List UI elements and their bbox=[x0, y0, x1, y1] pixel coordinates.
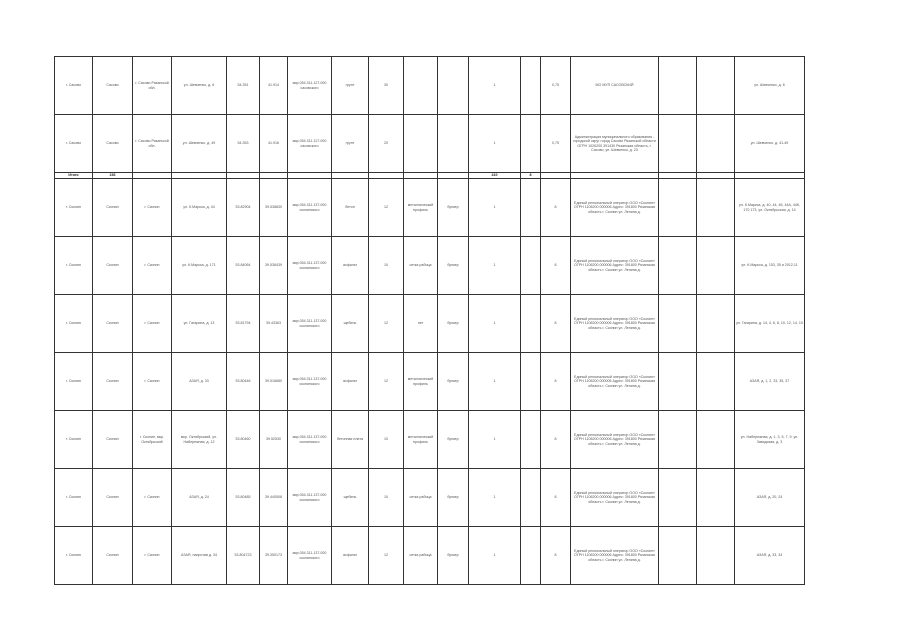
table-cell: щебень bbox=[332, 469, 369, 527]
table-cell: 410 bbox=[469, 173, 521, 179]
table-row bbox=[55, 179, 805, 237]
table-cell: Администрация муниципального образования - городской округ город Сасово Рязанской области ОГРН 1026200 391430 Рязанская область, г. Сасово, ул. Шевченко, д. 23 bbox=[571, 115, 659, 173]
table-cell: 41.916 bbox=[260, 115, 288, 173]
table-cell bbox=[659, 353, 697, 411]
table-cell: мкр.054.311.137.000 скопинского bbox=[288, 527, 332, 585]
table-row bbox=[55, 115, 805, 173]
table-cell: Скопин bbox=[93, 411, 133, 469]
table-row bbox=[55, 353, 805, 411]
table-cell: г. Скопин, мкр. Октябрьский bbox=[133, 411, 172, 469]
table-cell: грунт bbox=[332, 57, 369, 115]
table-cell: 54.351 bbox=[227, 57, 260, 115]
table-cell: г. Сасово bbox=[55, 57, 93, 115]
table-cell: 10 bbox=[369, 411, 404, 469]
table-cell: Скопин bbox=[93, 295, 133, 353]
table-cell: ул. К.Маркса, д. 153, 35 и 2012,11 bbox=[735, 237, 805, 295]
table-cell: 8 bbox=[541, 179, 571, 237]
table-cell: Сасово bbox=[93, 57, 133, 115]
table-cell: 39.538439 bbox=[260, 237, 288, 295]
table-cell: г. Скопин bbox=[55, 469, 93, 527]
table-cell: ул. К.Маркса, д. 40, 44, 46, 44А, 44К, 170 173, ул. Октябрьская, д. 14 bbox=[735, 179, 805, 237]
table-cell: сетка рабица bbox=[404, 237, 438, 295]
table-cell bbox=[697, 115, 735, 173]
table-cell: 8 bbox=[541, 295, 571, 353]
table-cell: мкр.054.311.137.000 скопинского bbox=[288, 353, 332, 411]
table-cell: бетонная плита bbox=[332, 411, 369, 469]
table-cell bbox=[659, 411, 697, 469]
table-cell bbox=[521, 527, 541, 585]
table-cell: Единый региональный оператор ООО «Скопин» ОГРН 1106200 000006 Адрес: 391800 Рязанская область г. Скопин ул. Ленина д. bbox=[571, 179, 659, 237]
table-cell: 8 bbox=[521, 173, 541, 179]
table-cell: 39.538830 bbox=[260, 179, 288, 237]
table-cell: 30 bbox=[369, 57, 404, 115]
table-cell: 236 bbox=[93, 173, 133, 179]
table-cell bbox=[521, 411, 541, 469]
table-cell bbox=[697, 179, 735, 237]
table-cell: 20 bbox=[369, 115, 404, 173]
table-cell bbox=[697, 57, 735, 115]
table-cell: Единый региональный оператор ООО «Скопин» ОГРН 1106200 000006 Адрес: 391800 Рязанская область г. Скопин ул. Ленина д. bbox=[571, 237, 659, 295]
table-cell bbox=[659, 57, 697, 115]
table-cell: 53.81794 bbox=[227, 295, 260, 353]
table-cell: г. Скопин bbox=[55, 179, 93, 237]
table-cell: 53.82904 bbox=[227, 179, 260, 237]
table-cell: г. Скопин bbox=[55, 527, 93, 585]
table-cell: Скопин bbox=[93, 179, 133, 237]
table-cell bbox=[404, 57, 438, 115]
table-cell: металлический профиль bbox=[404, 411, 438, 469]
table-cell: 10 bbox=[369, 237, 404, 295]
table-cell: Скопин bbox=[93, 469, 133, 527]
table-cell bbox=[521, 57, 541, 115]
table-cell: 8 bbox=[541, 237, 571, 295]
table-cell: г. Скопин bbox=[55, 411, 93, 469]
table-cell bbox=[659, 179, 697, 237]
table-cell: сетка рабица bbox=[404, 469, 438, 527]
table-cell: 1 bbox=[469, 527, 521, 585]
table-cell: Скопин bbox=[93, 353, 133, 411]
table-cell: 1 bbox=[469, 179, 521, 237]
table-cell: 53.80485 bbox=[227, 469, 260, 527]
table-cell bbox=[521, 353, 541, 411]
table-cell: 12 bbox=[369, 295, 404, 353]
table-cell: 10 bbox=[369, 469, 404, 527]
table-cell: Единый региональный оператор ООО «Скопин» ОГРН 1106200 000006 Адрес: 391800 Рязанская область г. Скопин ул. Ленина д. bbox=[571, 353, 659, 411]
table-cell: 39.52530 bbox=[260, 411, 288, 469]
table-cell bbox=[404, 115, 438, 173]
table-cell: 1 bbox=[469, 57, 521, 115]
table-cell: 1 bbox=[469, 411, 521, 469]
table-row bbox=[55, 57, 805, 115]
table-cell: мкр. Октябрьский, ул. Набережная, д. 12 bbox=[172, 411, 227, 469]
table-cell: металлический профиль bbox=[404, 353, 438, 411]
table-cell: 41.914 bbox=[260, 57, 288, 115]
table-cell: 1 bbox=[469, 353, 521, 411]
table-cell: АЗАЯ, д. 33, 34 bbox=[735, 527, 805, 585]
table-cell: бункер bbox=[438, 237, 469, 295]
table-cell: 12 bbox=[369, 353, 404, 411]
table-cell: г. Скопин bbox=[133, 295, 172, 353]
table-cell: 1 bbox=[469, 115, 521, 173]
table-cell: сетка рабица bbox=[404, 527, 438, 585]
table-cell bbox=[659, 115, 697, 173]
table-cell: Скопин bbox=[93, 527, 133, 585]
table-cell: мкр.054.311.137.000 скопинского bbox=[288, 469, 332, 527]
table-cell: 12 bbox=[369, 527, 404, 585]
register-table bbox=[54, 56, 805, 585]
table-cell bbox=[521, 469, 541, 527]
table-cell: мкр.054.311.137.000 скопинского bbox=[288, 179, 332, 237]
table-cell: Единый региональный оператор ООО «Скопин» ОГРН 1106200 000006 Адрес: 391800 Рязанская область г. Скопин ул. Ленина д. bbox=[571, 411, 659, 469]
table-cell: 1 bbox=[469, 295, 521, 353]
table-cell: АЗАЯ, д. 1, 2, 33, 35, 37 bbox=[735, 353, 805, 411]
table-cell bbox=[521, 115, 541, 173]
table-cell: 0,75 bbox=[541, 115, 571, 173]
table-cell: г. Скопин bbox=[133, 527, 172, 585]
table-cell bbox=[659, 469, 697, 527]
table-cell bbox=[697, 353, 735, 411]
table-cell: бункер bbox=[438, 179, 469, 237]
table-cell: мкр.054.311.127.000 сасовского bbox=[288, 115, 332, 173]
table-cell: 8 bbox=[541, 527, 571, 585]
table-cell: Итого bbox=[55, 173, 93, 179]
table-cell: г. Скопин bbox=[133, 469, 172, 527]
table-cell: Единый региональный оператор ООО «Скопин» ОГРН 1106200 000006 Адрес: 391800 Рязанская область г. Скопин ул. Ленина д. bbox=[571, 527, 659, 585]
table-cell: 1 bbox=[469, 469, 521, 527]
table-cell bbox=[659, 527, 697, 585]
table-row bbox=[55, 411, 805, 469]
table-cell: АЗАЯ, напротив д. 34 bbox=[172, 527, 227, 585]
table-cell bbox=[697, 295, 735, 353]
table-cell: г. Скопин bbox=[133, 353, 172, 411]
table-row bbox=[55, 469, 805, 527]
table-cell: г. Сасово Рязанской обл. bbox=[133, 115, 172, 173]
table-cell: асфальт bbox=[332, 527, 369, 585]
table-cell: ул. Шевченко, д. 6 bbox=[172, 57, 227, 115]
table-cell: бетон bbox=[332, 179, 369, 237]
table-cell: 39.43363 bbox=[260, 295, 288, 353]
table-cell: Скопин bbox=[93, 237, 133, 295]
table-cell: ул. Набережная, д. 1, 3, 5, 7, 9, ул. Заводская, д. 3 bbox=[735, 411, 805, 469]
table-cell: г. Скопин bbox=[55, 237, 93, 295]
table-cell: бункер bbox=[438, 295, 469, 353]
table-cell: Единый региональный оператор ООО «Скопин» ОГРН 1106200 000006 Адрес: 391800 Рязанская область г. Скопин ул. Ленина д. bbox=[571, 295, 659, 353]
table-cell bbox=[697, 469, 735, 527]
table-cell: ул. Гагарина, д. 14, 4, 6, 8, 10, 12, 14, 15 bbox=[735, 295, 805, 353]
table-cell bbox=[521, 237, 541, 295]
table-cell: ул. Шевченко, д. 6 bbox=[735, 57, 805, 115]
table-cell: г. Скопин bbox=[55, 353, 93, 411]
table-cell: бункер bbox=[438, 527, 469, 585]
table-cell: мкр.054.311.137.000 скопинского bbox=[288, 237, 332, 295]
table-cell: 8 bbox=[541, 469, 571, 527]
table-body bbox=[55, 57, 805, 585]
table-cell: металлический профиль bbox=[404, 179, 438, 237]
table-cell: Единый региональный оператор ООО «Скопин» ОГРН 1106200 000006 Адрес: 391800 Рязанская область г. Скопин ул. Ленина д. bbox=[571, 469, 659, 527]
table-cell: 39.516680 bbox=[260, 353, 288, 411]
table-cell: ул. Шевченко, д. 49 bbox=[172, 115, 227, 173]
table-cell bbox=[521, 295, 541, 353]
table-cell: ул. К.Маркса, д. 44 bbox=[172, 179, 227, 237]
table-cell: г. Скопин bbox=[133, 179, 172, 237]
table-cell: 39.350173 bbox=[260, 527, 288, 585]
table-cell: 54.353 bbox=[227, 115, 260, 173]
table-cell: грунт bbox=[332, 115, 369, 173]
table-cell: АЗАЯ, д. 20, 24 bbox=[735, 469, 805, 527]
table-cell: асфальт bbox=[332, 353, 369, 411]
table-cell: ул. К.Маркса, д. 171 bbox=[172, 237, 227, 295]
table-cell: 53.84064 bbox=[227, 237, 260, 295]
table-cell: 1 bbox=[469, 237, 521, 295]
table-cell: Сасово bbox=[93, 115, 133, 173]
table-row bbox=[55, 527, 805, 585]
table-cell: мкр.054.311.137.000 скопинского bbox=[288, 295, 332, 353]
table-cell: г. Сасово bbox=[55, 115, 93, 173]
table-cell: г. Скопин bbox=[133, 237, 172, 295]
table-cell: мкр.054.311.137.000 скопинского bbox=[288, 411, 332, 469]
table-cell: бункер bbox=[438, 469, 469, 527]
table-cell bbox=[697, 411, 735, 469]
table-cell: г. Скопин bbox=[55, 295, 93, 353]
table-cell: АЗАЯ, д. 33 bbox=[172, 353, 227, 411]
table-cell bbox=[438, 57, 469, 115]
table-cell: бункер bbox=[438, 353, 469, 411]
table-cell: 53.80446 bbox=[227, 353, 260, 411]
table-cell: г. Сасово Рязанской обл. bbox=[133, 57, 172, 115]
table-cell: нет bbox=[404, 295, 438, 353]
table-cell: 39.440508 bbox=[260, 469, 288, 527]
table-cell bbox=[697, 527, 735, 585]
table-row bbox=[55, 295, 805, 353]
table-cell: бункер bbox=[438, 411, 469, 469]
table-cell: щебень bbox=[332, 295, 369, 353]
table-row bbox=[55, 237, 805, 295]
table-cell: ул. Шевченко, д. 41-49 bbox=[735, 115, 805, 173]
table-cell: ул. Гагарина, д. 13 bbox=[172, 295, 227, 353]
table-cell: 53.804723 bbox=[227, 527, 260, 585]
table-cell bbox=[438, 115, 469, 173]
table-cell: мкр.054.311.127.000 сасовского bbox=[288, 57, 332, 115]
table-cell: 12 bbox=[369, 179, 404, 237]
table-cell bbox=[521, 179, 541, 237]
table-cell bbox=[659, 237, 697, 295]
table-cell: АЗАЯ, д. 24 bbox=[172, 469, 227, 527]
table-cell: 53.80460 bbox=[227, 411, 260, 469]
table-cell: 0,75 bbox=[541, 57, 571, 115]
table-cell bbox=[659, 295, 697, 353]
table-cell: 8 bbox=[541, 411, 571, 469]
table-cell bbox=[697, 237, 735, 295]
table-cell: асфальт bbox=[332, 237, 369, 295]
table-cell: МО МУП САСОВСКИЙ bbox=[571, 57, 659, 115]
table-cell: 8 bbox=[541, 353, 571, 411]
